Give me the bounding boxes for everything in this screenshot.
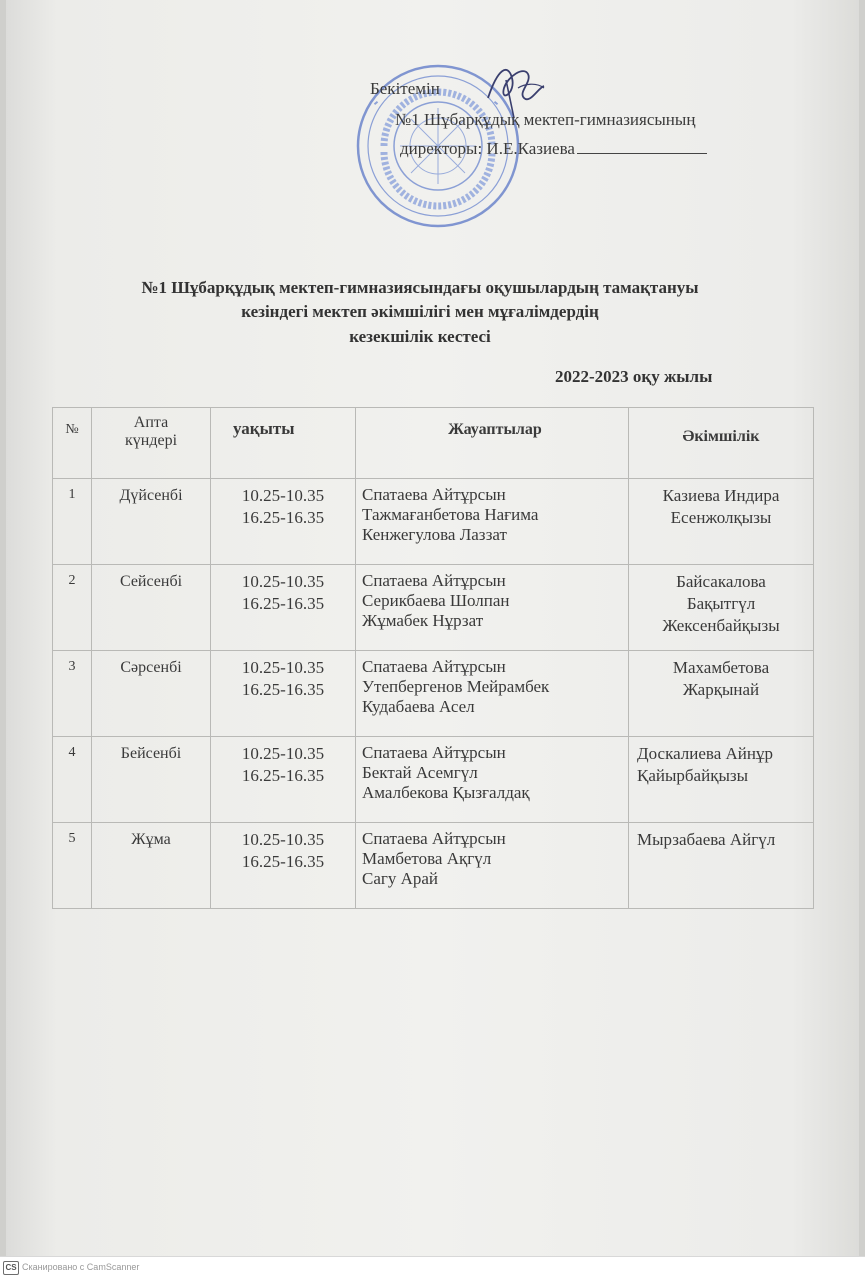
header-administration: Әкімшілік [629,408,814,479]
time-slot-afternoon: 16.25-16.35 [241,852,325,871]
approval-director-text: директоры: И.Е.Казиева [400,139,575,158]
row-administration [629,651,814,737]
row-time [211,737,356,823]
responsible-person: Кенжегулова Лаззат [362,525,507,544]
responsible-person: Спатаева Айтұрсын [362,485,506,504]
row-number: 4 [53,737,92,823]
responsible-person: Спатаева Айтұрсын [362,829,506,848]
table-row [53,479,814,565]
admin-name-line: Қайырбайқызы [637,766,749,785]
row-number: 3 [53,651,92,737]
header-responsible: Жауаптылар [356,408,629,479]
responsible-person: Бектай Асемгүл [362,763,478,782]
admin-name-line: Махамбетова [672,658,770,677]
signature-line [577,139,707,154]
responsible-person: Спатаева Айтұрсын [362,571,506,590]
approval-word: Бекітемін [370,79,440,98]
time-slot-morning: 10.25-10.35 [241,486,325,505]
approval-director-line [400,139,707,159]
admin-name-line: Казиева Индира [662,486,780,505]
camscanner-logo-icon: CS [3,1261,19,1275]
time-slot-afternoon: 16.25-16.35 [241,766,325,785]
row-number: 5 [53,823,92,909]
document-title-line1: №1 Шұбарқұдық мектеп-гимназиясындағы оқушылардың тамақтануы [141,278,699,297]
row-number: 1 [53,479,92,565]
table-row [53,651,814,737]
row-responsible [356,565,629,651]
responsible-person: Сагу Арай [362,869,439,888]
responsible-person: Спатаева Айтұрсын [362,743,506,762]
responsible-person: Кудабаева Асел [362,697,475,716]
header-weekdays-line1: Апта [133,414,169,431]
time-slot-afternoon: 16.25-16.35 [241,594,325,613]
document-title-line3: кезекшілік кестесі [349,327,491,346]
row-responsible [356,651,629,737]
duty-schedule-table [52,407,814,909]
admin-name-line: Жексенбайқызы [662,616,780,635]
admin-name-line: Байсакалова [676,572,766,591]
table-row [53,737,814,823]
admin-name-line: Есенжолқызы [670,508,772,527]
row-weekday: Сейсенбі [92,565,211,651]
row-responsible [356,479,629,565]
row-time [211,651,356,737]
row-time [211,479,356,565]
academic-year: 2022-2023 оқу жылы [555,367,713,386]
row-responsible [356,823,629,909]
responsible-person: Жұмабек Нұрзат [362,611,484,630]
time-slot-morning: 10.25-10.35 [241,744,325,763]
time-slot-morning: 10.25-10.35 [241,658,325,677]
time-slot-afternoon: 16.25-16.35 [241,680,325,699]
admin-name-line: Жарқынай [682,680,760,699]
row-weekday: Дүйсенбі [92,479,211,565]
row-weekday: Жұма [92,823,211,909]
responsible-person: Тажмағанбетова Нағима [362,505,539,524]
approval-school-line: №1 Шұбарқұдық мектеп-гимназиясының [395,110,696,129]
row-time [211,565,356,651]
header-weekdays-line2: күндері [124,432,178,449]
header-number: № [53,408,92,479]
row-administration [629,737,814,823]
row-weekday: Сәрсенбі [92,651,211,737]
responsible-person: Амалбекова Қызғалдақ [362,783,530,802]
time-slot-afternoon: 16.25-16.35 [241,508,325,527]
row-number: 2 [53,565,92,651]
admin-name-line: Мырзабаева Айгүл [637,830,776,849]
table-row [53,565,814,651]
row-responsible [356,737,629,823]
row-weekday: Бейсенбі [92,737,211,823]
responsible-person: Серикбаева Шолпан [362,591,510,610]
document-title-line2: кезіндегі мектеп әкімшілігі мен мұғалімдердің [241,302,599,321]
header-time: уақыты [211,408,356,479]
table-row [53,823,814,909]
responsible-person: Утепбергенов Мейрамбек [362,677,550,696]
row-administration [629,565,814,651]
row-administration [629,479,814,565]
row-time [211,823,356,909]
scanner-footer-text: Сканировано с CamScanner [22,1262,140,1272]
time-slot-morning: 10.25-10.35 [241,572,325,591]
header-weekdays [92,408,211,479]
admin-name-line: Бақытгүл [686,594,756,613]
responsible-person: Мамбетова Ақгүл [362,849,492,868]
time-slot-morning: 10.25-10.35 [241,830,325,849]
admin-name-line: Доскалиева Айнұр [637,744,773,763]
row-administration [629,823,814,909]
table-header-row [53,408,814,479]
responsible-person: Спатаева Айтұрсын [362,657,506,676]
